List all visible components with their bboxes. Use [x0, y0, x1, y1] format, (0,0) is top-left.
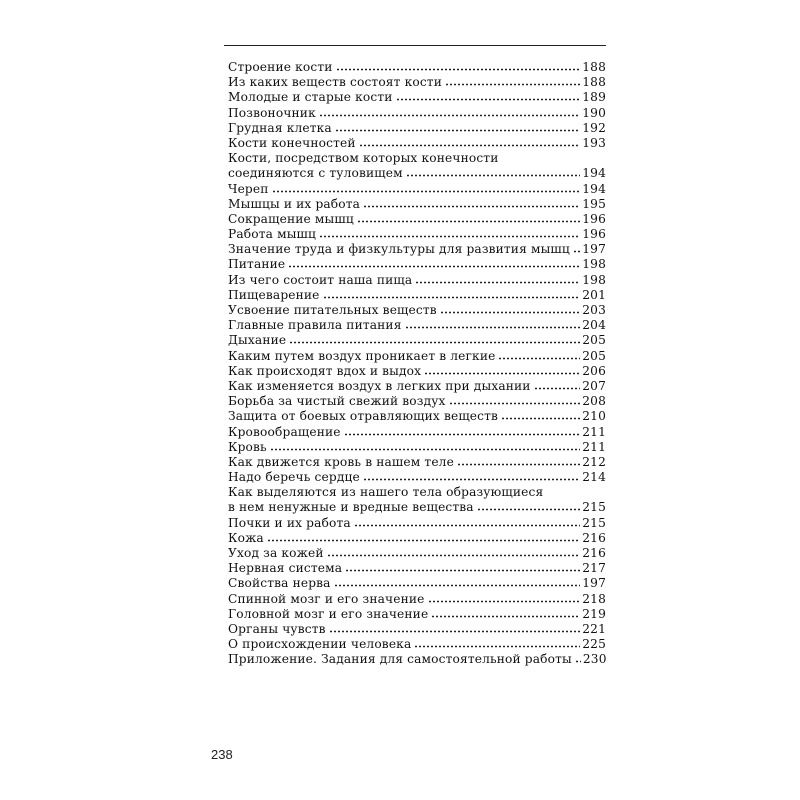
toc-entry-page: 201 — [582, 287, 606, 302]
toc-entry-title: Кожа — [228, 530, 264, 545]
toc-entry — [228, 212, 606, 227]
toc-entry-title: Грудная клетка — [228, 120, 332, 135]
toc-entry-title: Как происходят вдох и выдох — [228, 363, 422, 378]
toc-entry-title: Борьба за чистый свежий воздух — [228, 394, 446, 409]
dot-leader — [477, 508, 581, 511]
dot-leader — [363, 478, 580, 481]
toc-entry-page: 194 — [582, 181, 606, 196]
toc-entry-page: 216 — [582, 546, 606, 560]
toc-entry-title: Каким путем воздух проникает в легкие — [228, 348, 496, 363]
toc-entry-page: 206 — [582, 363, 606, 378]
toc-entry — [228, 182, 606, 197]
toc-entry-title: Мышцы и их работа — [228, 196, 361, 211]
dot-leader — [498, 357, 580, 360]
toc-entry-title: Усвоение питательных веществ — [228, 303, 437, 317]
dot-leader — [396, 98, 581, 101]
dot-leader — [336, 68, 581, 71]
dot-leader — [357, 220, 580, 223]
dot-leader — [415, 281, 580, 284]
toc-entry-page: 211 — [582, 439, 606, 454]
toc-entry — [228, 379, 606, 394]
dot-leader — [323, 296, 581, 299]
toc-entry-title: Как выделяются из нашего тела образующиеся — [228, 485, 544, 500]
toc-entry-title: Из каких веществ состоят кости — [228, 75, 442, 90]
dot-leader — [345, 569, 580, 572]
toc-entry — [228, 75, 606, 90]
toc-entry-page: 196 — [582, 211, 606, 226]
toc-entry — [228, 333, 606, 348]
dot-leader — [363, 205, 580, 208]
toc-entry-title: Нервная система — [228, 561, 343, 576]
toc-entry-page: 215 — [582, 515, 606, 530]
toc-entry-page: 208 — [582, 394, 606, 409]
dot-leader — [534, 387, 581, 390]
toc-entry — [228, 318, 606, 333]
toc-entry-title: Защита от боевых отравляющих веществ — [228, 409, 499, 424]
toc-entry-page: 219 — [582, 606, 606, 621]
toc-entry-title: в нем ненужные и вредные вещества — [228, 500, 474, 515]
toc-entry-title: Из чего состоит наша пища — [228, 272, 413, 287]
toc-entry-page: 211 — [582, 424, 606, 439]
toc-entry-page: 204 — [582, 318, 606, 333]
toc-entry — [228, 607, 606, 622]
toc-entry-title: Главные правила питания — [228, 318, 402, 333]
toc-entry-page: 189 — [582, 90, 606, 105]
dot-leader — [267, 539, 580, 542]
dot-leader — [406, 174, 581, 177]
toc-entry — [228, 425, 606, 440]
toc-entry — [228, 166, 606, 181]
toc-entry-page: 197 — [582, 242, 606, 257]
toc-entry-page: 218 — [582, 591, 606, 606]
dot-leader — [573, 250, 580, 253]
toc-entry — [228, 500, 606, 515]
toc-entry — [228, 546, 606, 561]
dot-leader — [428, 600, 581, 603]
top-rule — [224, 45, 606, 46]
dot-leader — [405, 326, 581, 329]
dot-leader — [359, 144, 581, 147]
toc-entry-page: 197 — [582, 576, 606, 591]
toc-entry-title: Спинной мозг и его значение — [228, 591, 425, 606]
toc-entry-title: Значение труда и физкультуры для развития мышц — [228, 242, 570, 257]
toc-entry-title: соединяются с туловищем — [228, 166, 403, 181]
toc-entry-title: Как изменяется воздух в легких при дыхании — [228, 378, 531, 393]
toc-entry-title: Строение кости — [228, 60, 333, 74]
toc-entry-title: Головной мозг и его значение — [228, 606, 429, 621]
toc-entry — [228, 106, 606, 121]
toc-entry — [228, 561, 606, 576]
toc-entry — [228, 455, 606, 470]
dot-leader — [457, 463, 580, 466]
dot-leader — [575, 660, 581, 663]
toc-entry — [228, 516, 606, 531]
toc-entry-title: Почки и их работа — [228, 515, 351, 530]
dot-leader — [414, 645, 580, 648]
dot-leader — [445, 83, 580, 86]
toc-entry-page: 210 — [582, 409, 606, 424]
toc-entry-title: Органы чувств — [228, 621, 326, 636]
toc-entry-page: 216 — [582, 530, 606, 545]
toc-entry — [228, 440, 606, 455]
dot-leader — [440, 311, 581, 314]
toc-entry-title: Кости конечностей — [228, 135, 356, 150]
toc-entry — [228, 60, 606, 75]
toc-entry-page: 198 — [582, 272, 606, 287]
toc-entry-page: 192 — [582, 120, 606, 135]
toc-entry-page: 203 — [582, 303, 606, 317]
toc-entry-title: Работа мышц — [228, 227, 317, 242]
toc-entry-page: 215 — [582, 500, 606, 515]
toc-entry-page: 205 — [582, 333, 606, 348]
dot-leader — [501, 417, 580, 420]
toc-entry-page: 188 — [582, 60, 606, 74]
dot-leader — [319, 114, 580, 117]
toc-entry-page: 212 — [582, 454, 606, 469]
toc-entry-page: 207 — [582, 378, 606, 393]
toc-entry — [228, 90, 606, 105]
toc-entry — [228, 592, 606, 607]
toc-entry — [228, 227, 606, 242]
dot-leader — [288, 265, 580, 268]
toc-entry — [228, 349, 606, 364]
toc-entry — [228, 409, 606, 424]
table-of-contents — [228, 60, 606, 668]
toc-entry — [228, 303, 606, 318]
toc-entry-page: 230 — [582, 652, 607, 667]
toc-entry — [228, 364, 606, 379]
toc-entry-title: Питание — [228, 257, 286, 272]
toc-entry-page: 205 — [582, 348, 606, 363]
toc-entry — [228, 637, 606, 652]
dot-leader — [270, 448, 580, 451]
toc-entry — [228, 257, 606, 272]
dot-leader — [354, 524, 580, 527]
dot-leader — [289, 341, 580, 344]
toc-entry-page: 198 — [582, 257, 606, 272]
dot-leader — [449, 402, 581, 405]
toc-entry-title: Приложение. Задания для самостоятельной работы — [228, 652, 572, 667]
toc-entry — [228, 394, 606, 409]
toc-entry-page: 190 — [582, 105, 606, 120]
toc-entry-title: Кровообращение — [228, 424, 341, 439]
toc-entry — [228, 622, 606, 637]
dot-leader — [344, 433, 581, 436]
toc-entry-title: Молодые и старые кости — [228, 90, 393, 105]
toc-entry-page: 196 — [582, 227, 606, 242]
toc-entry-page: 217 — [582, 561, 606, 576]
toc-entry-title: О происхождении человека — [228, 637, 412, 652]
toc-entry — [228, 531, 606, 546]
toc-entry — [228, 273, 606, 288]
toc-entry-page: 225 — [582, 637, 606, 652]
dot-leader — [335, 129, 580, 132]
dot-leader — [424, 372, 580, 375]
dot-leader — [334, 584, 581, 587]
toc-entry-page: 195 — [582, 196, 606, 211]
toc-entry-title: Сокращение мышц — [228, 211, 354, 226]
toc-entry — [228, 576, 606, 591]
toc-entry-page: 194 — [582, 166, 606, 181]
toc-entry-title: Надо беречь сердце — [228, 470, 360, 485]
toc-entry — [228, 136, 606, 151]
toc-entry — [228, 121, 606, 136]
dot-leader — [329, 630, 581, 633]
toc-entry — [228, 652, 606, 667]
toc-entry-title: Свойства нерва — [228, 576, 331, 591]
toc-entry — [228, 197, 606, 212]
toc-entry-title: Как движется кровь в нашем теле — [228, 454, 454, 469]
dot-leader — [319, 235, 580, 238]
toc-entry-title: Уход за кожей — [228, 546, 324, 560]
toc-entry-page: 193 — [582, 135, 606, 150]
toc-entry-title: Череп — [228, 181, 269, 196]
toc-entry-title: Кости, посредством которых конечности — [228, 151, 499, 166]
dot-leader — [431, 615, 580, 618]
toc-entry — [228, 242, 606, 257]
toc-entry — [228, 470, 606, 485]
dot-leader — [327, 554, 581, 557]
toc-entry-title: Пищеварение — [228, 287, 320, 302]
toc-entry — [228, 288, 606, 303]
toc-entry-page: 214 — [582, 470, 606, 485]
toc-entry-page: 221 — [582, 621, 606, 636]
page-number: 238 — [211, 747, 233, 762]
toc-entry-title: Дыхание — [228, 333, 287, 348]
dot-leader — [272, 190, 581, 193]
toc-entry-title: Позвоночник — [228, 105, 316, 120]
toc-entry-title: Кровь — [228, 439, 267, 454]
toc-entry-page: 188 — [582, 75, 606, 90]
